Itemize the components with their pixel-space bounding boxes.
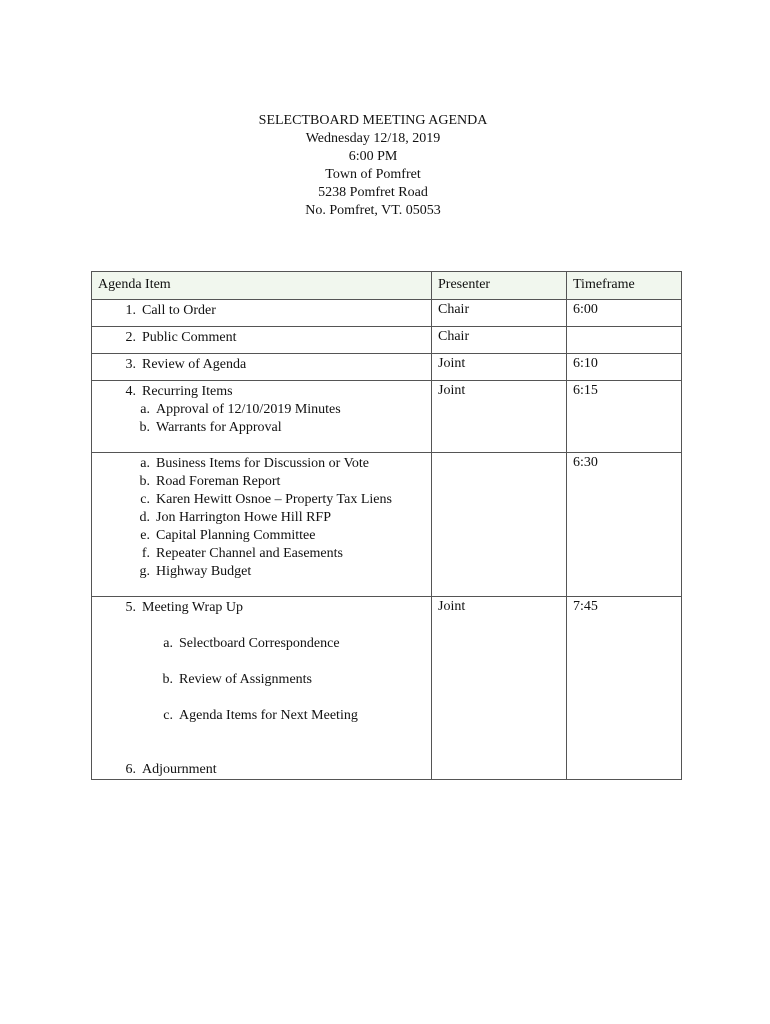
- meeting-street: 5238 Pomfret Road: [318, 185, 428, 200]
- presenter-cell: Chair: [432, 300, 567, 327]
- sub-item-label: Capital Planning Committee: [156, 528, 316, 543]
- item-label: Adjournment: [142, 762, 217, 777]
- sub-letter: c.: [163, 708, 173, 723]
- item-label: Call to Order: [142, 303, 216, 318]
- timeframe-cell: 6:10: [567, 354, 682, 381]
- presenter-cell: Joint: [432, 354, 567, 381]
- meeting-town: Town of Pomfret: [325, 167, 421, 182]
- sub-letter: d.: [139, 510, 150, 525]
- sub-letter: a.: [140, 402, 150, 417]
- sub-item-label: Business Items for Discussion or Vote: [156, 456, 369, 471]
- table-row: [92, 453, 682, 597]
- item-label: Meeting Wrap Up: [142, 600, 244, 615]
- sub-letter: b.: [162, 672, 173, 687]
- presenter-cell: Joint: [432, 381, 567, 453]
- sub-item-label: Agenda Items for Next Meeting: [179, 708, 358, 723]
- item-label: Public Comment: [142, 330, 237, 345]
- table-header-row: [92, 272, 682, 300]
- item-number: 6.: [125, 762, 136, 777]
- item-number: 3.: [125, 357, 136, 372]
- timeframe-cell: [567, 327, 682, 354]
- sub-letter: b.: [139, 420, 150, 435]
- meeting-time: 6:00 PM: [348, 149, 398, 164]
- sub-item-label: Approval of 12/10/2019 Minutes: [156, 402, 341, 417]
- item-label: Recurring Items: [142, 384, 233, 399]
- timeframe-cell: 6:15: [567, 381, 682, 453]
- sub-letter: e.: [140, 528, 150, 543]
- sub-item-label: Repeater Channel and Easements: [156, 546, 343, 561]
- agenda-header: [0, 112, 746, 220]
- item-number: 2.: [125, 330, 136, 345]
- header-presenter: Presenter: [432, 272, 567, 300]
- sub-item-label: Highway Budget: [156, 564, 252, 579]
- table-row: [92, 597, 682, 780]
- item-number: 1.: [125, 303, 136, 318]
- sub-letter: g.: [139, 564, 150, 579]
- sub-item-label: Review of Assignments: [179, 672, 312, 687]
- header-timeframe: Timeframe: [567, 272, 682, 300]
- table-row: [92, 354, 682, 381]
- table-row: [92, 300, 682, 327]
- agenda-table: [91, 271, 682, 780]
- table-row: [92, 381, 682, 453]
- sub-letter: f.: [141, 546, 150, 561]
- sub-item-label: Road Foreman Report: [156, 474, 281, 489]
- sub-item-label: Selectboard Correspondence: [179, 636, 340, 651]
- presenter-cell: Joint: [432, 597, 567, 780]
- sub-letter: a.: [140, 456, 150, 471]
- timeframe-cell: 6:00: [567, 300, 682, 327]
- item-label: Review of Agenda: [142, 357, 247, 372]
- header-agenda-item: Agenda Item: [92, 272, 432, 300]
- sub-item-label: Karen Hewitt Osnoe – Property Tax Liens: [156, 492, 392, 507]
- meeting-city: No. Pomfret, VT. 05053: [305, 203, 441, 218]
- presenter-cell: [432, 453, 567, 597]
- agenda-title: SELECTBOARD MEETING AGENDA: [258, 113, 488, 128]
- sub-item-label: Jon Harrington Howe Hill RFP: [156, 510, 331, 525]
- sub-letter: a.: [163, 636, 173, 651]
- sub-letter: c.: [140, 492, 150, 507]
- presenter-cell: Chair: [432, 327, 567, 354]
- sub-item-label: Warrants for Approval: [156, 420, 282, 435]
- item-number: 5.: [125, 600, 136, 615]
- table-row: [92, 327, 682, 354]
- timeframe-cell: 7:45: [567, 597, 682, 780]
- timeframe-cell: 6:30: [567, 453, 682, 597]
- sub-letter: b.: [139, 474, 150, 489]
- item-number: 4.: [125, 384, 136, 399]
- meeting-date: Wednesday 12/18, 2019: [305, 131, 441, 146]
